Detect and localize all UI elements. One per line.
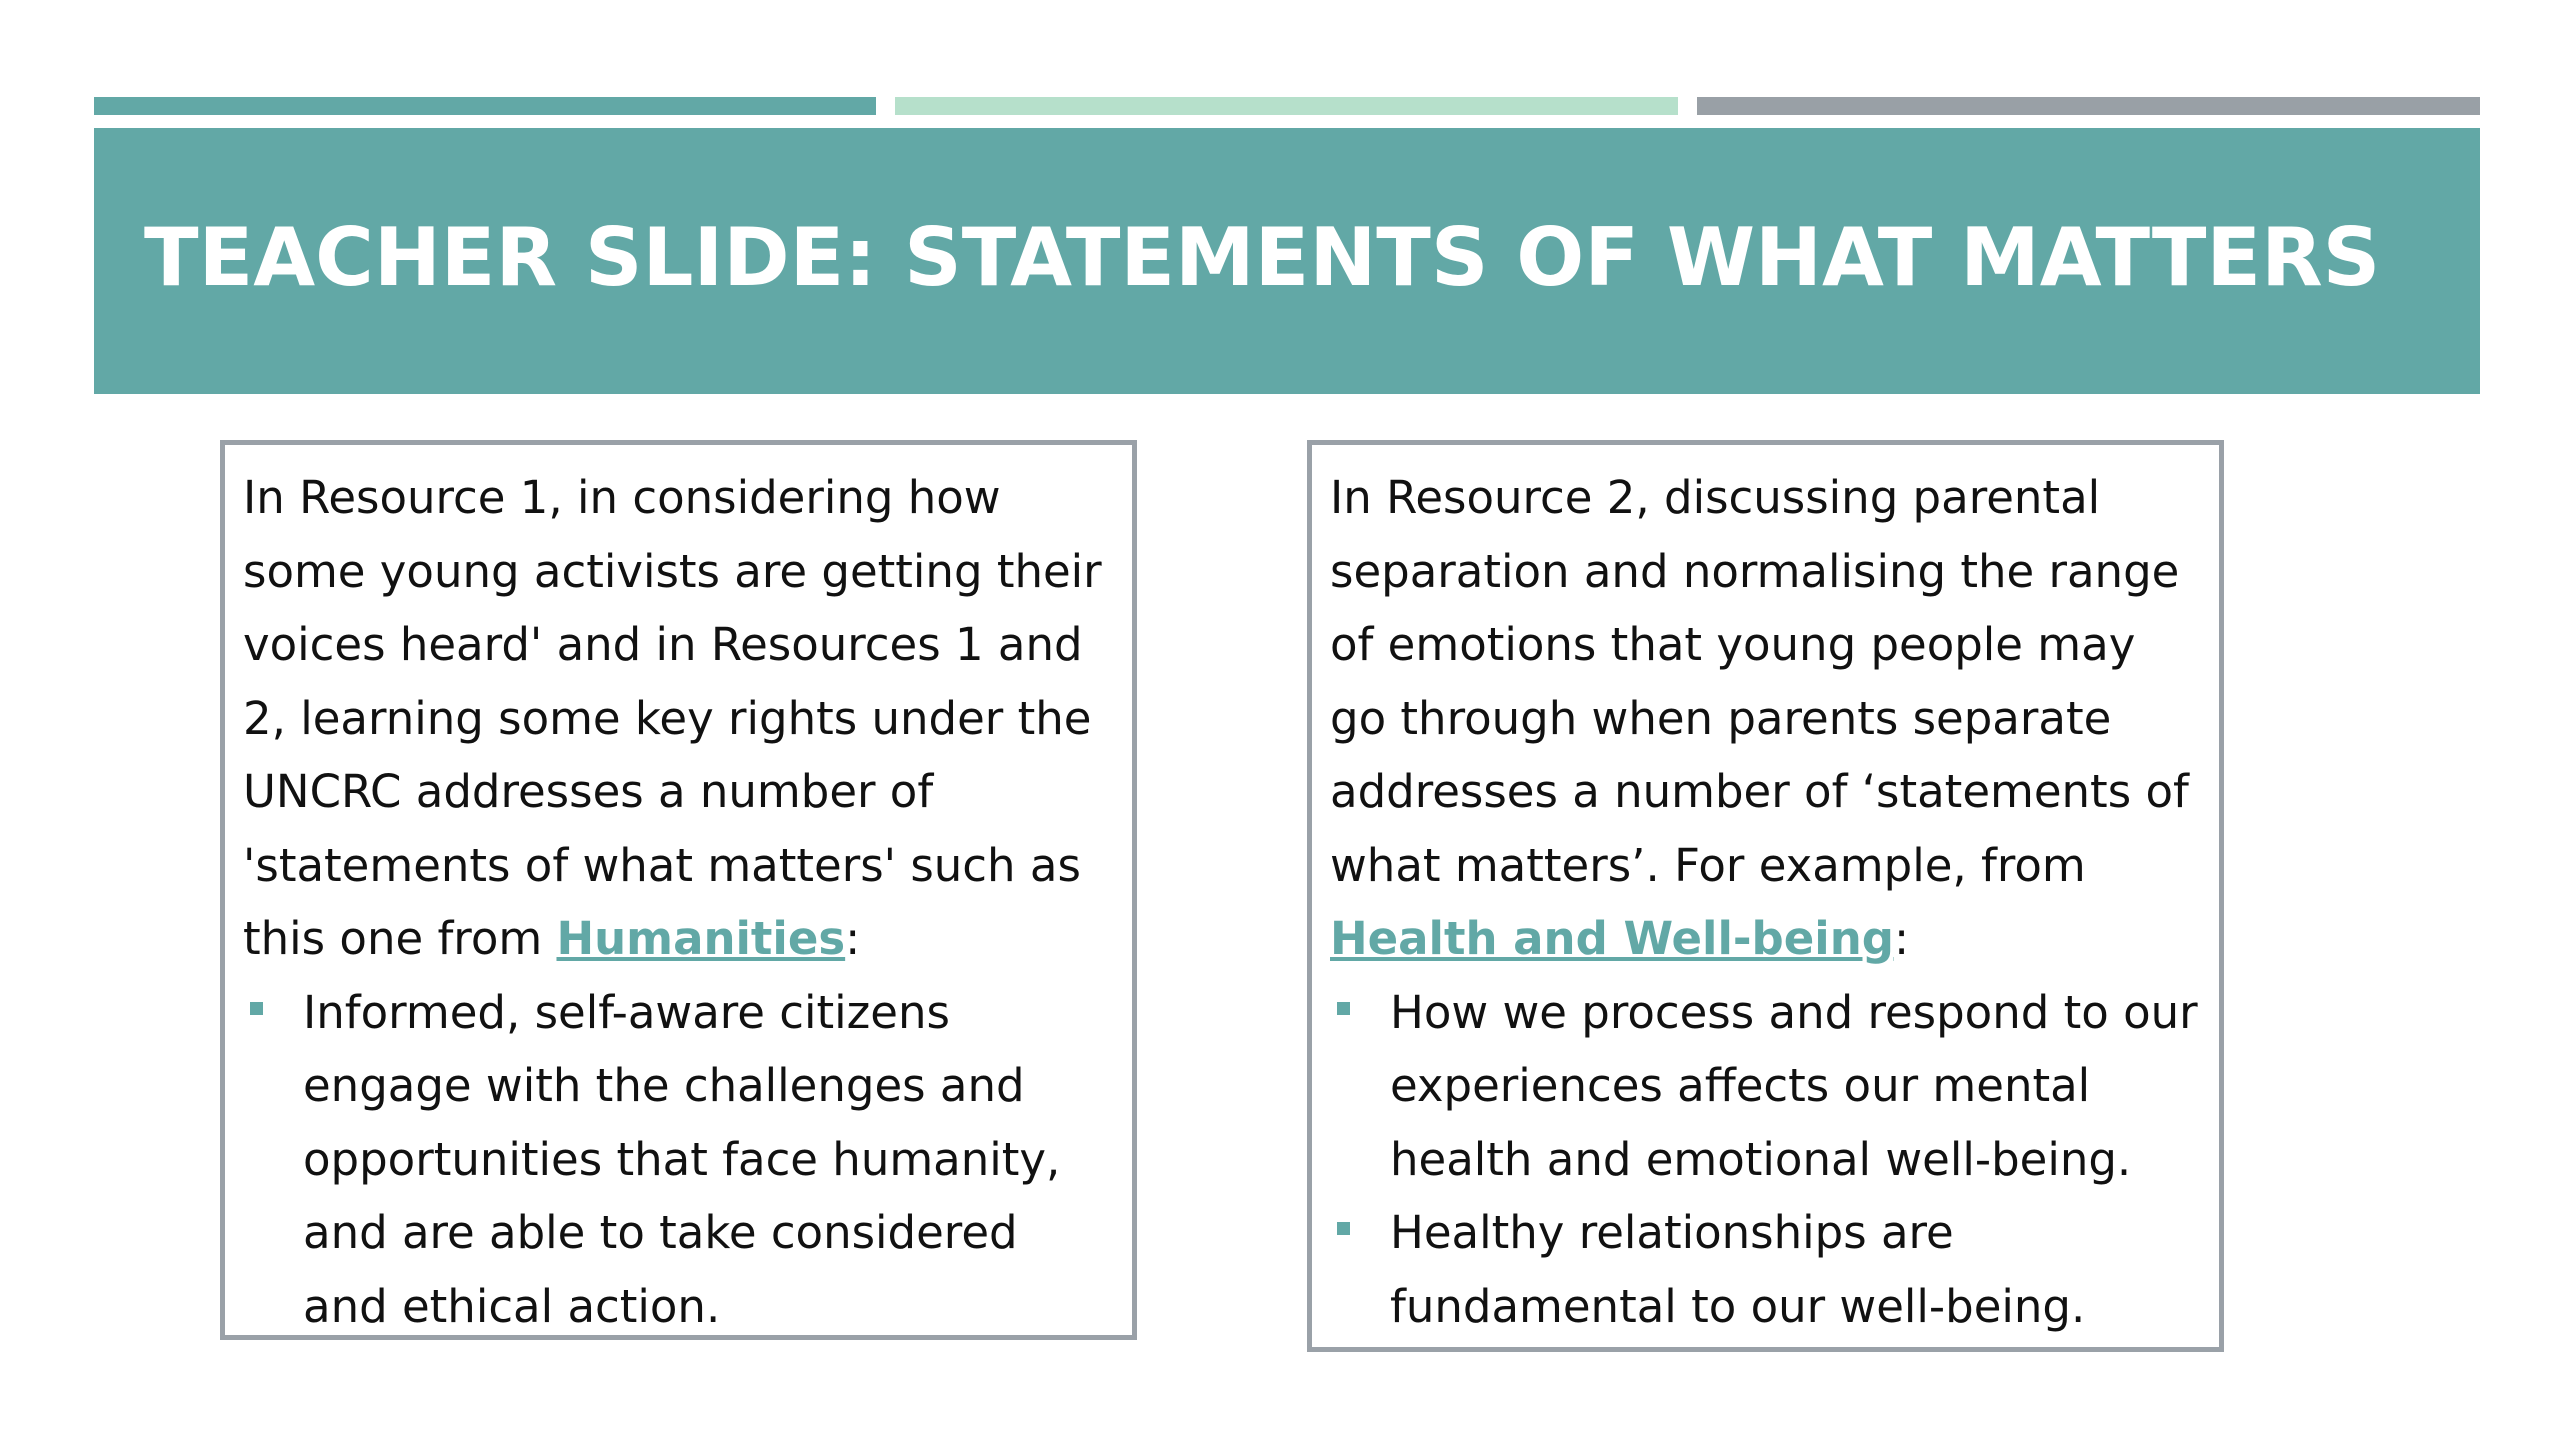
right-bullet-list [1330, 976, 2201, 1344]
accent-bar-mint [895, 97, 1678, 115]
right-intro-text: In Resource 2, discussing parental separation and normalising the range of emotions that young people may go through when parents separate addresses a number of ‘statements of what matters’. For example, from [1330, 471, 2189, 892]
right-intro-paragraph [1330, 461, 2201, 976]
left-intro-end: : [845, 912, 861, 965]
right-bullet-text: How we process and respond to our experiences affects our mental health and emotional well-being. [1390, 985, 2198, 1186]
square-bullet-icon [250, 1002, 263, 1015]
right-intro-end: : [1893, 912, 1910, 965]
right-text-box [1307, 440, 2224, 1352]
health-and-well-being-link[interactable]: Health and Well-being [1330, 912, 1894, 965]
list-item [243, 976, 1114, 1344]
accent-bar-teal [94, 97, 876, 115]
left-intro-paragraph [243, 461, 1114, 976]
humanities-link[interactable]: Humanities [556, 912, 846, 965]
square-bullet-icon [1337, 1002, 1350, 1015]
square-bullet-icon [1337, 1222, 1350, 1235]
left-intro-text: In Resource 1, in considering how some young activists are getting their voices heard' and in Resources 1 and 2, learning some key rights under the UNCRC addresses a number of 'statements of what matters' such as this one from [243, 471, 1102, 965]
list-item [1330, 1196, 2201, 1343]
left-text-box [220, 440, 1137, 1340]
slide-title: TEACHER SLIDE: STATEMENTS OF WHAT MATTERS [144, 211, 2381, 304]
list-item [1330, 976, 2201, 1197]
left-bullet-text: Informed, self-aware citizens engage with the challenges and opportunities that face humanity, and are able to take considered and ethical action. [303, 985, 1061, 1333]
title-band [94, 128, 2480, 394]
right-bullet-text: Healthy relationships are fundamental to our well-being. [1390, 1206, 2086, 1333]
left-bullet-list [243, 976, 1114, 1344]
accent-bar-grey [1697, 97, 2480, 115]
